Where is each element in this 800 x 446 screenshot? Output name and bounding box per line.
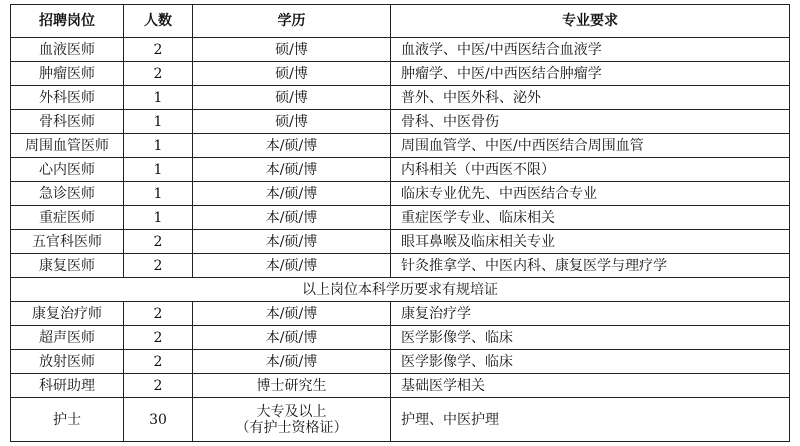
- cell-requirement: 骨科、中医骨伤: [391, 110, 790, 134]
- header-requirement: 专业要求: [391, 5, 790, 38]
- header-post: 招聘岗位: [11, 5, 124, 38]
- cell-count: 1: [124, 134, 193, 158]
- cell-count: 2: [124, 230, 193, 254]
- cell-education: 本/硕/博: [193, 230, 391, 254]
- training-note: 以上岗位本科学历要求有规培证: [11, 278, 790, 302]
- cell-count: 2: [124, 350, 193, 374]
- cell-post: 科研助理: [11, 374, 124, 398]
- cell-requirement: 基础医学相关: [391, 374, 790, 398]
- cell-post: 五官科医师: [11, 230, 124, 254]
- cell-post: 重症医师: [11, 206, 124, 230]
- recruitment-table: [10, 4, 790, 442]
- table-row: [11, 254, 790, 278]
- table-row: [11, 158, 790, 182]
- cell-requirement: 临床专业优先、中西医结合专业: [391, 182, 790, 206]
- cell-education: 本/硕/博: [193, 134, 391, 158]
- cell-requirement: 普外、中医外科、泌外: [391, 86, 790, 110]
- cell-post: 肿瘤医师: [11, 62, 124, 86]
- cell-post: 放射医师: [11, 350, 124, 374]
- table-row: [11, 374, 790, 398]
- cell-requirement: 康复治疗学: [391, 302, 790, 326]
- cell-count: 2: [124, 38, 193, 62]
- cell-requirement: 内科相关（中西医不限）: [391, 158, 790, 182]
- cell-count: 2: [124, 326, 193, 350]
- cell-post: 心内医师: [11, 158, 124, 182]
- cell-post: 周围血管医师: [11, 134, 124, 158]
- cell-education: 硕/博: [193, 110, 391, 134]
- cell-education: 本/硕/博: [193, 206, 391, 230]
- cell-post: 康复医师: [11, 254, 124, 278]
- cell-count: 2: [124, 302, 193, 326]
- cell-count: 1: [124, 182, 193, 206]
- table-row: [11, 38, 790, 62]
- cell-post: 外科医师: [11, 86, 124, 110]
- cell-requirement: 医学影像学、临床: [391, 326, 790, 350]
- table-row: [11, 110, 790, 134]
- cell-education: 硕/博: [193, 38, 391, 62]
- education-line-2: （有护士资格证）: [235, 419, 348, 436]
- cell-education: 本/硕/博: [193, 326, 391, 350]
- table-row: [11, 182, 790, 206]
- cell-education: [193, 398, 391, 442]
- cell-post: 骨科医师: [11, 110, 124, 134]
- table-row: [11, 62, 790, 86]
- cell-education: 本/硕/博: [193, 302, 391, 326]
- cell-post: 血液医师: [11, 38, 124, 62]
- table-row: [11, 206, 790, 230]
- header-count: 人数: [124, 5, 193, 38]
- cell-count: 1: [124, 110, 193, 134]
- cell-post: 急诊医师: [11, 182, 124, 206]
- cell-education: 本/硕/博: [193, 182, 391, 206]
- cell-count: 1: [124, 86, 193, 110]
- cell-requirement: 血液学、中医/中西医结合血液学: [391, 38, 790, 62]
- cell-education: 本/硕/博: [193, 350, 391, 374]
- header-education: 学历: [193, 5, 391, 38]
- cell-count: 1: [124, 158, 193, 182]
- cell-requirement: 肿瘤学、中医/中西医结合肿瘤学: [391, 62, 790, 86]
- cell-post: 超声医师: [11, 326, 124, 350]
- table-row: [11, 86, 790, 110]
- cell-requirement: 医学影像学、临床: [391, 350, 790, 374]
- cell-education: 硕/博: [193, 86, 391, 110]
- cell-education: 本/硕/博: [193, 158, 391, 182]
- cell-count: 2: [124, 62, 193, 86]
- cell-requirement: 针灸推拿学、中医内科、康复医学与理疗学: [391, 254, 790, 278]
- table-row: [11, 302, 790, 326]
- note-row: [11, 278, 790, 302]
- cell-count: 2: [124, 374, 193, 398]
- table-row: [11, 350, 790, 374]
- cell-post: 护士: [11, 398, 124, 442]
- table-row: [11, 326, 790, 350]
- cell-education: 硕/博: [193, 62, 391, 86]
- header-row: [11, 5, 790, 38]
- cell-education: 本/硕/博: [193, 254, 391, 278]
- table-row: [11, 230, 790, 254]
- cell-count: 30: [124, 398, 193, 442]
- cell-post: 康复治疗师: [11, 302, 124, 326]
- table-row: [11, 134, 790, 158]
- cell-requirement: 周围血管学、中医/中西医结合周围血管: [391, 134, 790, 158]
- education-line-1: 大专及以上: [256, 403, 327, 420]
- cell-requirement: 重症医学专业、临床相关: [391, 206, 790, 230]
- cell-requirement: 护理、中医护理: [391, 398, 790, 442]
- cell-education: 博士研究生: [193, 374, 391, 398]
- table-row: [11, 398, 790, 442]
- cell-count: 2: [124, 254, 193, 278]
- cell-requirement: 眼耳鼻喉及临床相关专业: [391, 230, 790, 254]
- cell-count: 1: [124, 206, 193, 230]
